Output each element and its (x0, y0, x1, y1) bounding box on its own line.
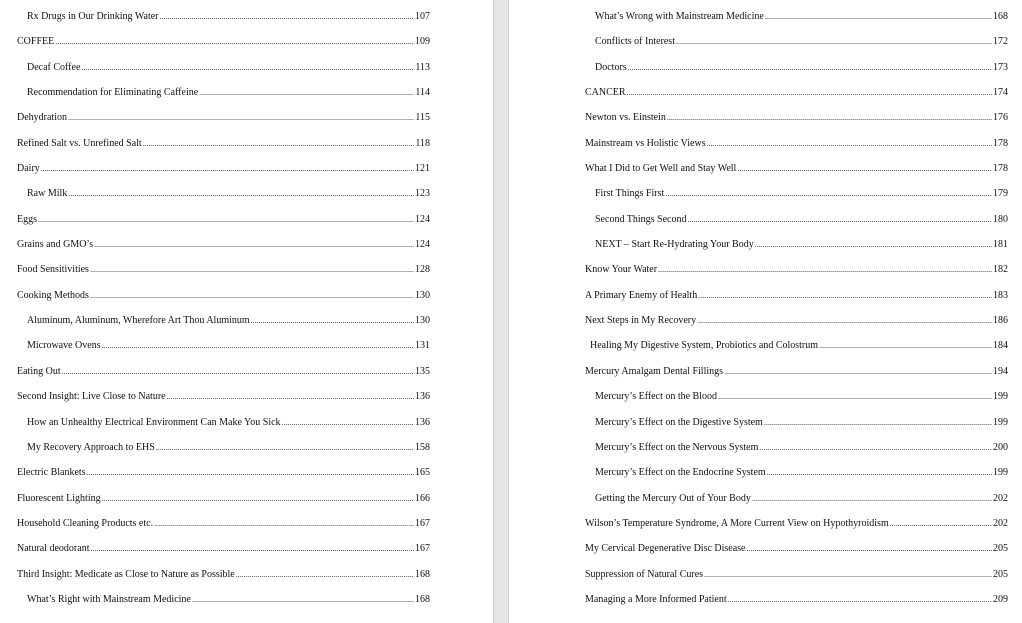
toc-entry-page-number: 166 (415, 492, 430, 504)
toc-entry-page-number: 131 (415, 340, 430, 352)
dot-leader (167, 392, 414, 401)
toc-entry-title: Eating Out (17, 365, 61, 377)
dot-leader (890, 519, 992, 528)
dot-leader (628, 63, 992, 72)
dot-leader (154, 519, 414, 528)
toc-entry-title: What’s Wrong with Mainstream Medicine (595, 11, 764, 22)
toc-entry-title: Getting the Mercury Out of Your Body (595, 492, 751, 504)
toc-entry[interactable] (17, 264, 430, 289)
dot-leader (90, 544, 414, 553)
dot-leader (752, 494, 992, 503)
toc-entry-title: First Things First (595, 188, 665, 200)
toc-entry[interactable] (17, 87, 430, 112)
toc-entry[interactable] (585, 36, 1008, 61)
toc-entry[interactable] (17, 188, 430, 213)
toc-entry-page-number: 182 (993, 264, 1008, 276)
toc-entry[interactable] (585, 493, 1008, 518)
left-page (0, 0, 493, 623)
toc-entry-page-number: 199 (993, 416, 1008, 428)
toc-entry[interactable] (585, 467, 1008, 492)
toc-entry-page-number: 167 (415, 543, 430, 555)
dot-leader (728, 595, 992, 604)
toc-entry-page-number: 136 (415, 391, 430, 403)
toc-entry-page-number: 205 (993, 568, 1008, 580)
toc-entry-page-number: 118 (415, 137, 430, 149)
toc-entry-title: Managing a More Informed Patient (585, 593, 727, 605)
toc-entry-page-number: 167 (415, 517, 430, 529)
toc-entry[interactable] (17, 493, 430, 518)
toc-entry-title: Third Insight: Medicate as Close to Nature as Possible (17, 568, 235, 580)
toc-entry-page-number: 168 (415, 593, 430, 605)
toc-entry[interactable] (17, 391, 430, 416)
dot-leader (62, 367, 414, 376)
toc-entry[interactable] (585, 163, 1008, 188)
toc-entry-title: What I Did to Get Well and Stay Well (585, 163, 737, 175)
toc-entry[interactable] (17, 569, 430, 594)
toc-entry[interactable] (585, 62, 1008, 87)
toc-entry-page-number: 115 (415, 112, 430, 124)
toc-entry[interactable] (585, 417, 1008, 442)
toc-entry-page-number: 109 (415, 36, 430, 48)
dot-leader (102, 341, 414, 350)
toc-entry-title: How an Unhealthy Electrical Environment Can Make You Sick (27, 416, 281, 428)
toc-entry-page-number: 178 (993, 137, 1008, 149)
toc-entry-title: Raw Milk (27, 188, 68, 200)
dot-leader (764, 418, 992, 427)
dot-leader (160, 12, 415, 21)
toc-entry-title: Recommendation for Eliminating Caffeine (27, 87, 199, 99)
toc-left (17, 11, 430, 619)
dot-leader (627, 88, 992, 97)
dot-leader (667, 113, 992, 122)
toc-entry[interactable] (585, 112, 1008, 137)
toc-entry-page-number: 124 (415, 213, 430, 225)
dot-leader (68, 113, 414, 122)
dot-leader (765, 12, 992, 21)
dot-leader (724, 367, 992, 376)
toc-entry[interactable] (17, 138, 430, 163)
dot-leader (102, 494, 414, 503)
dot-leader (687, 215, 992, 224)
toc-entry-page-number: 173 (993, 61, 1008, 73)
toc-entry[interactable] (585, 138, 1008, 163)
toc-entry-page-number: 202 (993, 517, 1008, 529)
toc-entry-title: My Cervical Degenerative Disc Disease (585, 543, 746, 555)
toc-entry[interactable] (17, 36, 430, 61)
dot-leader (87, 468, 414, 477)
right-page (509, 0, 1022, 623)
dot-leader (282, 418, 414, 427)
toc-entry-title: Fluorescent Lighting (17, 492, 101, 504)
dot-leader (658, 265, 992, 274)
toc-entry-title: Mercury’s Effect on the Digestive System (595, 416, 763, 428)
toc-entry[interactable] (17, 543, 430, 568)
toc-entry-title: Food Sensitivities (17, 264, 89, 276)
toc-entry-page-number: 130 (415, 315, 430, 327)
toc-entry[interactable] (17, 366, 430, 391)
toc-entry-page-number: 121 (415, 163, 430, 175)
toc-entry[interactable] (585, 518, 1008, 543)
dot-leader (94, 240, 414, 249)
dot-leader (819, 341, 992, 350)
toc-entry[interactable] (585, 264, 1008, 289)
toc-entry-title: Second Things Second (595, 213, 687, 225)
toc-entry-page-number: 174 (993, 87, 1008, 99)
toc-entry[interactable] (585, 11, 1008, 36)
toc-entry[interactable] (585, 594, 1008, 619)
toc-entry-title: Decaf Coffee (27, 61, 81, 73)
toc-entry[interactable] (17, 239, 430, 264)
toc-entry-title: Cooking Methods (17, 289, 89, 301)
dot-leader (737, 164, 992, 173)
dot-leader (767, 468, 992, 477)
toc-entry-title: Mercury’s Effect on the Blood (595, 391, 718, 403)
toc-entry[interactable] (585, 569, 1008, 594)
toc-entry-title: Eggs (17, 213, 37, 225)
toc-entry-title: A Primary Enemy of Health (585, 289, 698, 301)
dot-leader (41, 164, 414, 173)
toc-entry-title: Know Your Water (585, 264, 658, 276)
toc-entry-page-number: 176 (993, 112, 1008, 124)
toc-entry-title: Second Insight: Live Close to Nature (17, 391, 166, 403)
toc-entry-page-number: 158 (415, 441, 430, 453)
toc-entry-page-number: 172 (993, 36, 1008, 48)
toc-entry-page-number: 199 (993, 391, 1008, 403)
toc-entry-page-number: 107 (415, 11, 430, 22)
dot-leader (143, 139, 415, 148)
toc-entry[interactable] (585, 188, 1008, 213)
toc-entry-page-number: 184 (993, 340, 1008, 352)
toc-entry-page-number: 179 (993, 188, 1008, 200)
toc-entry-page-number: 200 (993, 441, 1008, 453)
toc-entry[interactable] (17, 163, 430, 188)
toc-entry-page-number: 194 (993, 365, 1008, 377)
toc-entry-title: Mainstream vs Holistic Views (585, 137, 706, 149)
toc-entry-page-number: 124 (415, 239, 430, 251)
toc-entry[interactable] (17, 340, 430, 365)
toc-entry[interactable] (17, 417, 430, 442)
toc-entry[interactable] (17, 11, 430, 36)
toc-entry-page-number: 128 (415, 264, 430, 276)
toc-entry-title: What’s Right with Mainstream Medicine (27, 593, 191, 605)
toc-entry-page-number: 123 (415, 188, 430, 200)
toc-entry-page-number: 209 (993, 593, 1008, 605)
toc-entry-page-number: 202 (993, 492, 1008, 504)
dot-leader (156, 443, 414, 452)
toc-entry-title: Microwave Ovens (27, 340, 101, 352)
toc-entry[interactable] (17, 315, 430, 340)
toc-entry-title: Healing My Digestive System, Probiotics and Colostrum (590, 340, 819, 352)
toc-entry[interactable] (17, 112, 430, 137)
dot-leader (38, 215, 414, 224)
toc-entry-title: My Recovery Approach to EHS (27, 441, 155, 453)
toc-entry[interactable] (17, 442, 430, 467)
dot-leader (81, 63, 414, 72)
toc-entry-title: Doctors (595, 61, 627, 73)
toc-entry-title: Electric Blankets (17, 467, 86, 479)
toc-entry-page-number: 181 (993, 239, 1008, 251)
toc-entry[interactable] (17, 467, 430, 492)
toc-entry-title: Rx Drugs in Our Drinking Water (27, 11, 159, 22)
dot-leader (759, 443, 992, 452)
toc-entry-page-number: 165 (415, 467, 430, 479)
toc-entry[interactable] (585, 315, 1008, 340)
toc-entry-title: Refined Salt vs. Unrefined Salt (17, 137, 142, 149)
toc-entry-title: Suppression of Natural Cures (585, 568, 704, 580)
toc-entry-page-number: 180 (993, 213, 1008, 225)
toc-entry-title: Newton vs. Einstein (585, 112, 666, 124)
toc-entry[interactable] (585, 239, 1008, 264)
toc-entry[interactable] (585, 87, 1008, 112)
dot-leader (90, 265, 414, 274)
toc-entry[interactable] (585, 340, 1008, 365)
dot-leader (90, 291, 414, 300)
dot-leader (665, 189, 992, 198)
toc-entry-title: Wilson’s Temperature Syndrome, A More Current View on Hypothyroidism (585, 517, 889, 529)
toc-entry-page-number: 113 (415, 61, 430, 73)
toc-entry-page-number: 130 (415, 289, 430, 301)
toc-entry-page-number: 135 (415, 365, 430, 377)
toc-entry[interactable] (585, 543, 1008, 568)
toc-entry-title: Next Steps in My Recovery (585, 315, 697, 327)
toc-entry-page-number: 186 (993, 315, 1008, 327)
dot-leader (251, 316, 414, 325)
toc-entry-page-number: 183 (993, 289, 1008, 301)
toc-entry[interactable] (17, 594, 430, 619)
dot-leader (68, 189, 414, 198)
dot-leader (755, 240, 992, 249)
dot-leader (199, 88, 414, 97)
toc-entry[interactable] (585, 214, 1008, 239)
toc-entry[interactable] (17, 290, 430, 315)
toc-entry-title: COFFEE (17, 36, 55, 48)
toc-entry-page-number: 136 (415, 416, 430, 428)
toc-entry-title: NEXT – Start Re-Hydrating Your Body (595, 239, 754, 251)
dot-leader (718, 392, 992, 401)
toc-entry-title: Household Cleaning Products etc. (17, 517, 154, 529)
toc-entry-title: Dehydration (17, 112, 67, 124)
toc-entry-title: Aluminum, Aluminum, Wherefore Art Thou Aluminum (27, 315, 250, 327)
toc-entry-page-number: 178 (993, 163, 1008, 175)
dot-leader (697, 316, 992, 325)
dot-leader (707, 139, 992, 148)
toc-entry-page-number: 168 (993, 11, 1008, 22)
toc-entry[interactable] (585, 442, 1008, 467)
dot-leader (236, 570, 414, 579)
toc-entry-title: CANCER (585, 87, 626, 99)
toc-entry-page-number: 199 (993, 467, 1008, 479)
page-edge (493, 0, 494, 623)
toc-entry[interactable] (17, 214, 430, 239)
dot-leader (698, 291, 992, 300)
toc-entry-page-number: 114 (415, 87, 430, 99)
dot-leader (55, 37, 414, 46)
toc-right (585, 11, 1008, 619)
toc-entry-title: Dairy (17, 163, 40, 175)
toc-entry[interactable] (17, 518, 430, 543)
toc-entry-title: Conflicts of Interest (595, 36, 675, 48)
toc-entry[interactable] (585, 391, 1008, 416)
toc-entry-title: Grains and GMO’s (17, 239, 94, 251)
dot-leader (192, 595, 414, 604)
toc-entry-page-number: 168 (415, 568, 430, 580)
toc-entry-title: Mercury Amalgam Dental Fillings (585, 365, 724, 377)
dot-leader (676, 37, 992, 46)
toc-entry-title: Mercury’s Effect on the Endocrine System (595, 467, 766, 479)
toc-entry-title: Natural deodorant (17, 543, 90, 555)
dot-leader (704, 570, 992, 579)
toc-entry[interactable] (585, 290, 1008, 315)
toc-entry-page-number: 205 (993, 543, 1008, 555)
toc-entry[interactable] (17, 62, 430, 87)
dot-leader (747, 544, 993, 553)
toc-entry[interactable] (585, 366, 1008, 391)
toc-entry-title: Mercury’s Effect on the Nervous System (595, 441, 759, 453)
